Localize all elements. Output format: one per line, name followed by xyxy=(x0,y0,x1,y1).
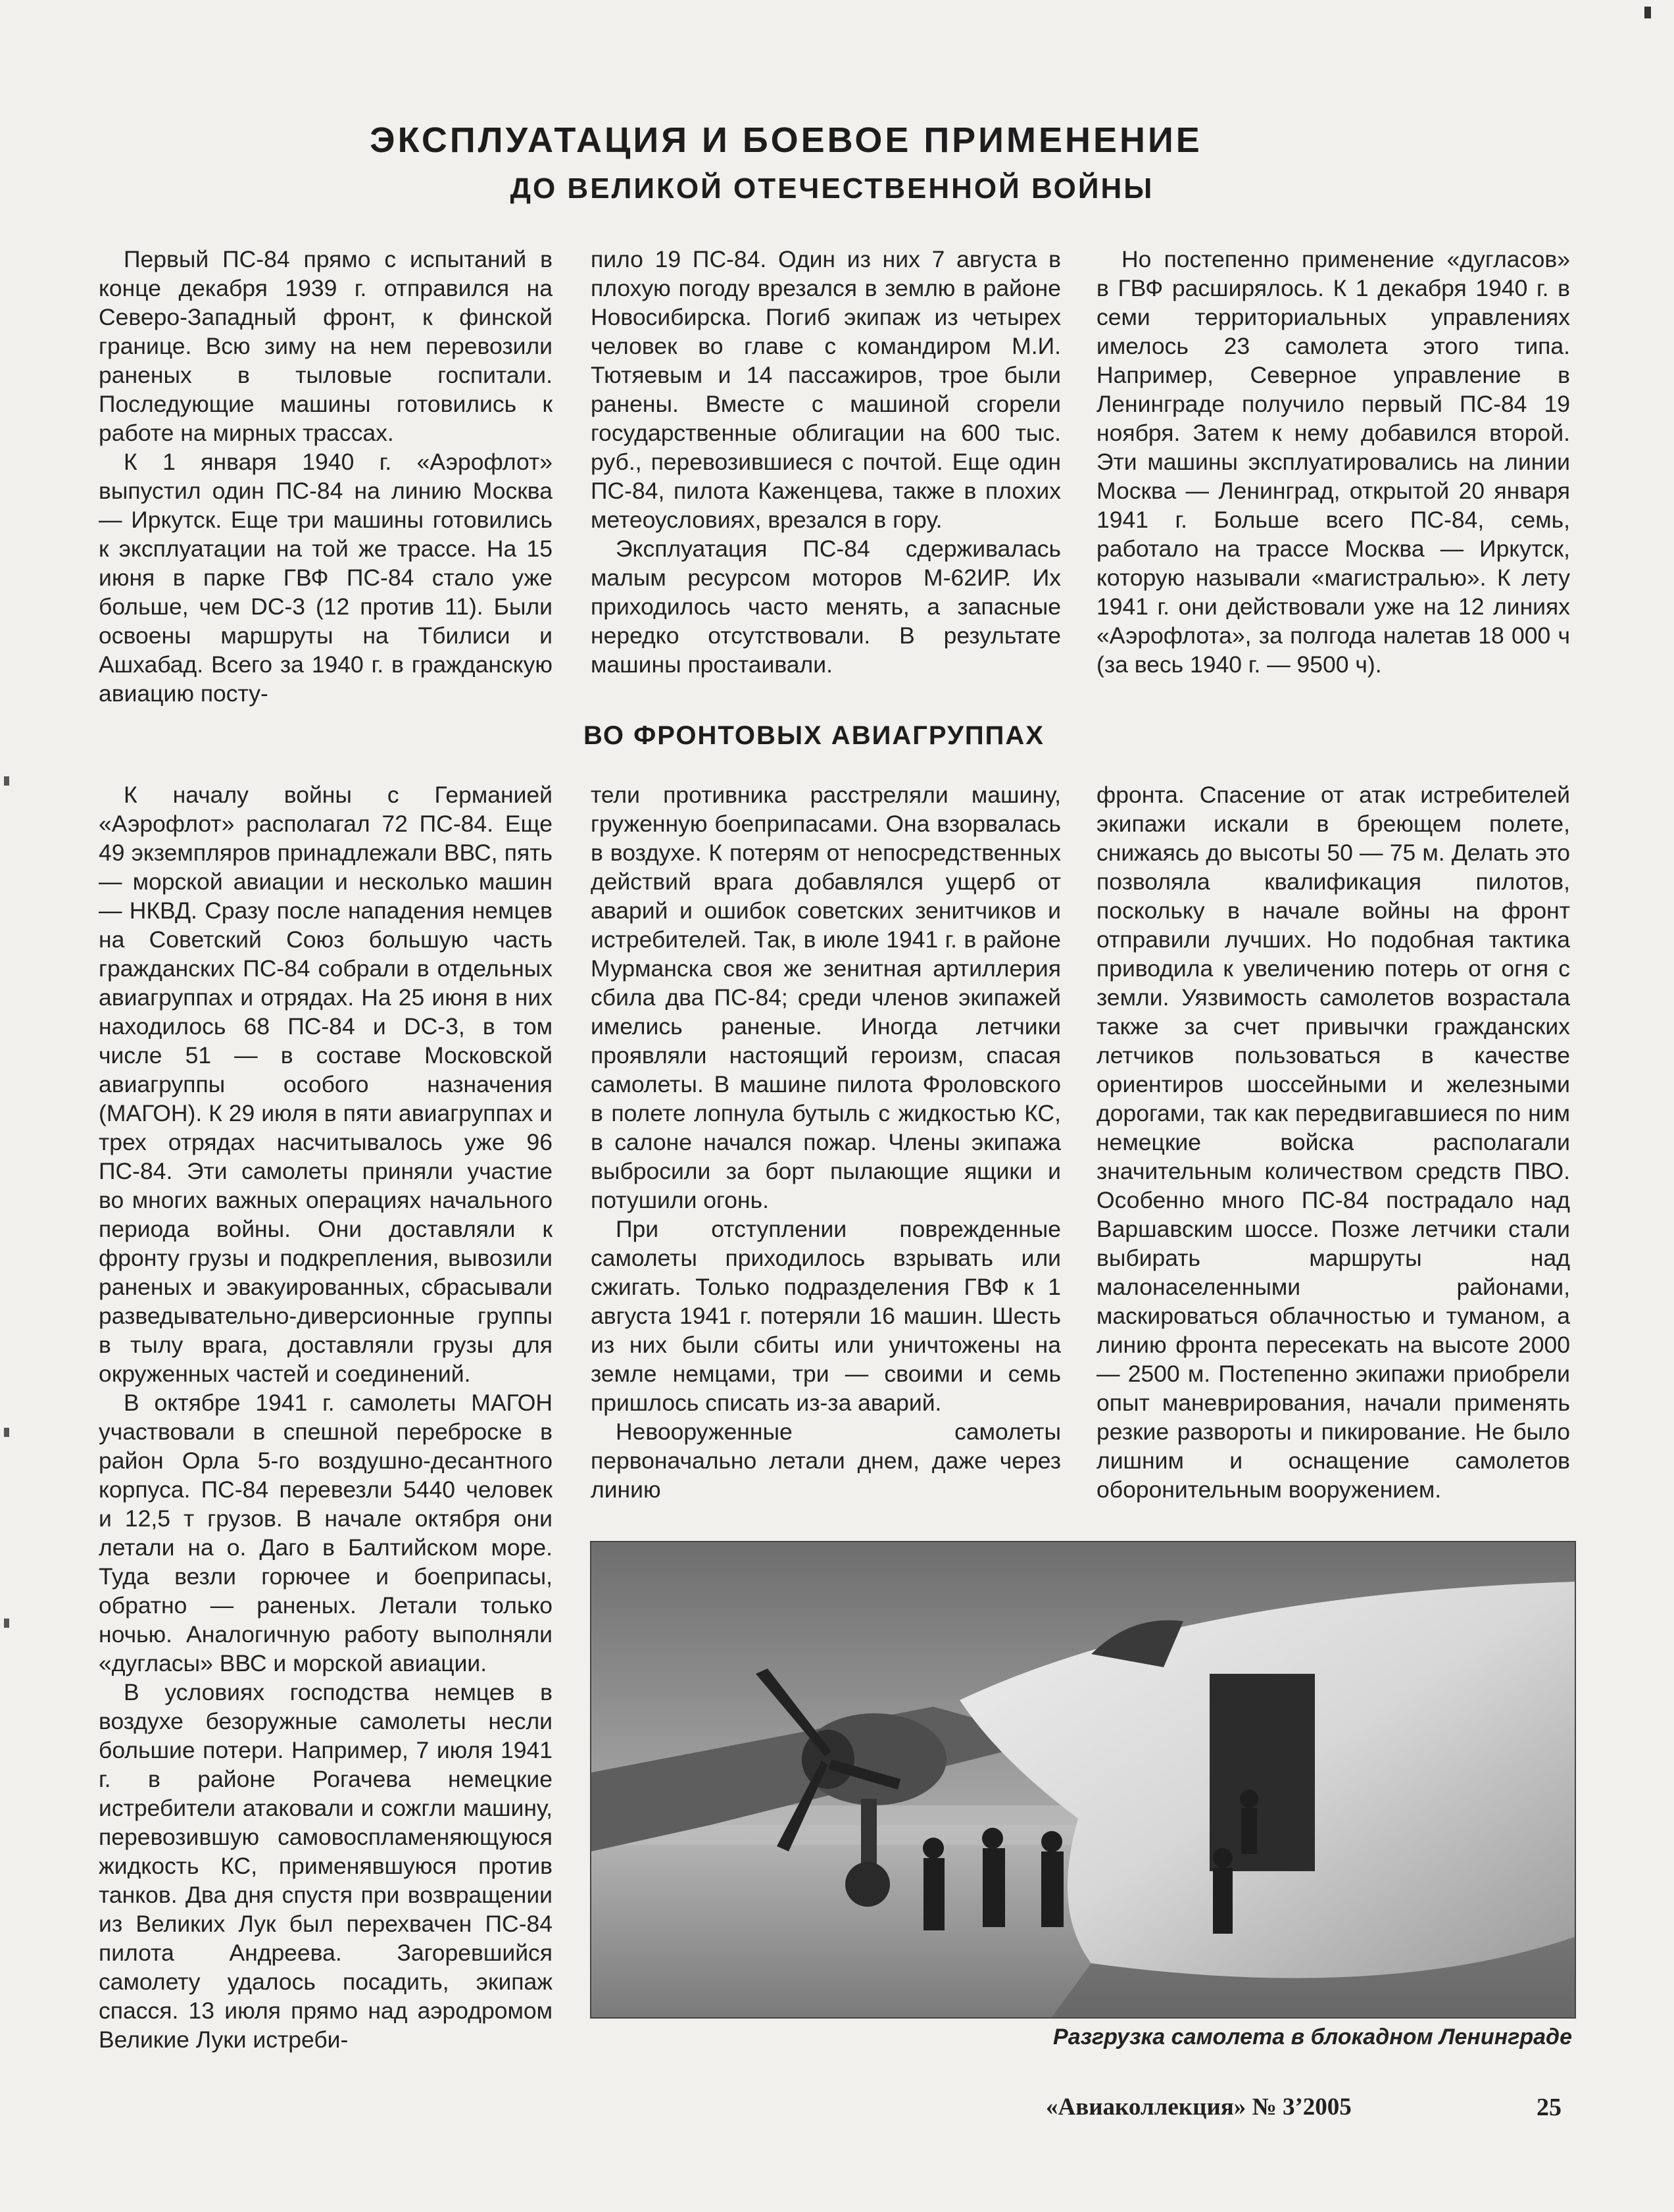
scan-speck xyxy=(4,1619,9,1628)
scan-speck xyxy=(1644,7,1651,18)
scan-speck xyxy=(4,776,9,786)
section-heading: ВО ФРОНТОВЫХ АВИАГРУППАХ xyxy=(583,721,1045,750)
paragraph: Эксплуатация ПС-84 сдерживалась малым ресурсом моторов М-62ИР. Их приходилось часто менять, а запасные нередко отсутствовали. В результате машины простаивали. xyxy=(591,536,1061,678)
paragraph: К началу войны с Германией «Аэрофлот» располагал 72 ПС-84. Еще 49 экземпляров принадлежали ВВС, пять — морской авиации и несколько машин — НКВД. Сразу после нападения немцев на Советский Союз большую часть гражданских ПС-84 собрали в отдельных авиагруппах и отрядах. На 25 июня в них находилось 68 ПС-84 и DC-3, в том числе 51 — в составе Московской авиагруппы особого назначения (МАГОН). К 29 июля в пяти авиагруппах и трех отрядах насчитывалось уже 96 ПС-84. Эти самолеты приняли участие во многих важных операциях начального периода войны. Они доставляли к фронту грузы и подкрепления, вывозили раненых и эвакуированных, сбрасывали разведывательно-диверсионные группы в тылу врага, доставляли грузы для окруженных частей и соединений. xyxy=(99,782,553,1387)
page-number: 25 xyxy=(1537,2094,1562,2121)
paragraph: В условиях господства немцев в воздухе безоружные самолеты несли большие потери. Например, 7 июля 1941 г. в районе Рогачева немецкие истребители атаковали и сожгли машину, перевозившую самовоспламеняющуюся жидкость КС, применявшуюся против танков. Два дня спустя при возвращении из Великих Лук был перехвачен ПС-84 пилота Андреева. Загоревшийся самолету удалось посадить, экипаж спасся. 13 июля прямо над аэродромом Великие Луки истреби- xyxy=(99,1679,553,2053)
paragraph: Первый ПС-84 прямо с испытаний в конце декабря 1939 г. отправился на Северо-Западный фронт, к финской границе. Всю зиму на нем перевозили раненых в тыловые госпитали. Последующие машины готовились к работе на мирных трассах. xyxy=(99,246,553,446)
paragraph: При отступлении поврежденные самолеты приходилось взрывать или сжигать. Только подразделения ГВФ к 1 августа 1941 г. потеряли 16 машин. Шесть из них были сбиты или уничтожены на земле немцами, три — своими и семь пришлось списать из-за аварий. xyxy=(591,1216,1061,1416)
paragraph: Невооруженные самолеты первоначально летали днем, даже через линию xyxy=(591,1419,1061,1503)
paragraph: В октябре 1941 г. самолеты МАГОН участвовали в спешной переброске в район Орла 5-го воздушно-десантного корпуса. ПС-84 перевезли 5440 человек и 12,5 т грузов. В начале октября они летали на о. Даго в Балтийском море. Туда везли горючее и боеприпасы, обратно — раненых. Летали только ночью. Аналогичную работу выполняли «дугласы» ВВС и морской авиации. xyxy=(99,1390,553,1676)
paragraph: К 1 января 1940 г. «Аэрофлот» выпустил один ПС-84 на линию Москва — Иркутск. Еще три машины готовились к эксплуатации на той же трассе. На 15 июня в парке ГВФ ПС-84 стало уже больше, чем DC-3 (12 против 11). Были освоены маршруты на Тбилиси и Ашхабад. Всего за 1940 г. в гражданскую авиацию посту- xyxy=(99,449,553,707)
article-title: ЭКСПЛУАТАЦИЯ И БОЕВОЕ ПРИМЕНЕНИЕ xyxy=(370,120,1202,160)
article-subtitle: ДО ВЕЛИКОЙ ОТЕЧЕСТВЕННОЙ ВОЙНЫ xyxy=(510,172,1154,205)
paragraph: Но постепенно применение «дугласов» в ГВФ расширялось. К 1 декабря 1940 г. в семи территориальных управлениях имелось 23 самолета этого типа. Например, Северное управление в Ленинграде получило первый ПС-84 19 ноября. Затем к нему добавился второй. Эти машины эксплуатировались на линии Москва — Ленинград, открытой 20 января 1941 г. Больше всего ПС-84, семь, работало на трассе Москва — Иркутск, которую называли «магистралью». К лету 1941 г. они действовали уже на 12 линиях «Аэрофлота», за полгода налетав 18 000 ч (за весь 1940 г. — 9500 ч). xyxy=(1096,246,1570,678)
scan-speck xyxy=(4,1428,9,1437)
paragraph: фронта. Спасение от атак истребителей экипажи искали в бреющем полете, снижаясь до высоты 50 — 75 м. Делать это позволяла квалификация пилотов, поскольку в начале войны на фронт отправили лучших. Но подобная тактика приводила к увеличению потерь от огня с земли. Уязвимость самолетов возрастала также за счет привычки гражданских летчиков пользоваться в качестве ориентиров шоссейными и железными дорогами, так как передвигавшиеся по ним немецкие войска располагали значительным количеством средств ПВО. Особенно много ПС-84 пострадало над Варшавским шоссе. Позже летчики стали выбирать маршруты над малонаселенными районами, маскироваться облачностью и туманом, а линию фронта пересекать на высоте 2000 — 2500 м. Постепенно экипажи приобрели опыт маневрирования, начали применять резкие развороты и пикирование. Не было лишним и оснащение самолетов оборонительным вооружением. xyxy=(1096,782,1570,1503)
photo-caption: Разгрузка самолета в блокадном Ленинграде xyxy=(1053,2024,1572,2049)
paragraph: тели противника расстреляли машину, груженную боеприпасами. Она взорвалась в воздухе. К потерям от непосредственных действий врага добавлялся ущерб от аварий и ошибок советских зенитчиков и истребителей. Так, в июле 1941 г. в районе Мурманска своя же зенитная артиллерия сбила два ПС-84; среди членов экипажей имелись раненые. Иногда летчики проявляли настоящий героизм, спасая самолеты. В машине пилота Фроловского в полете лопнула бутыль с жидкостью КС, в салоне начался пожар. Члены экипажа выбросили за борт пылающие ящики и потушили огонь. xyxy=(591,782,1061,1213)
journal-issue: «Авиаколлекция» № 3’2005 xyxy=(1046,2094,1352,2121)
paragraph: пило 19 ПС-84. Один из них 7 августа в плохую погоду врезался в землю в районе Новосибирска. Погиб экипаж из четырех человек во главе с командиром М.И. Тютяевым и 14 пассажиров, трое были ранены. Вместе с машиной сгорели государственные облигации на 600 тыс. руб., перевозившиеся с почтой. Еще один ПС-84, пилота Каженцева, также в плохих метеоусловиях, врезался в гору. xyxy=(591,246,1061,533)
